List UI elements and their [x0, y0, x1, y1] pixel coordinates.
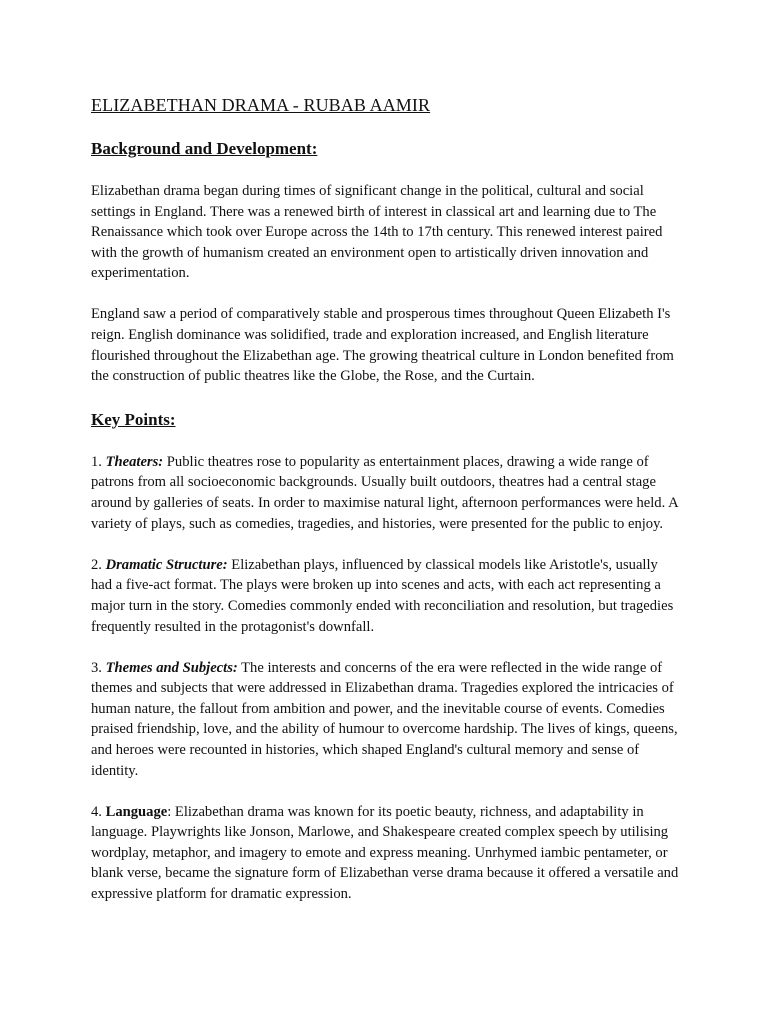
key-point-label: Theaters: [105, 453, 164, 470]
key-point-theaters [91, 452, 681, 534]
key-point-themes-and-subjects [91, 658, 681, 782]
key-point-label: Themes and Subjects: [105, 659, 238, 676]
key-point-number: 1. [91, 453, 106, 470]
background-paragraph-1: Elizabethan drama began during times of significant change in the political, cultural and social settings in England. There was a renewed birth of interest in classical art and learning due to The Renaissance which took over Europe across the 14th to 17th century. This renewed interest paired with the growth of humanism created an environment open to artistically driven innovation and experimentation. [91, 183, 663, 282]
key-point-text: Elizabethan plays, influenced by classical models like Aristotle's, usually had a five-act format. The plays were broken up into scenes and acts, with each act representing a major turn in the story. Comedies commonly ended with reconciliation and resolution, but tragedies frequently resulted in the protagonist's downfall. [91, 556, 674, 635]
document-body [91, 93, 681, 925]
key-point-number: 3. [91, 659, 106, 676]
key-point-language [91, 802, 681, 905]
background-heading: Background and Development: [91, 139, 318, 158]
document-title: ELIZABETHAN DRAMA - RUBAB AAMIR [91, 95, 431, 115]
key-point-label: Language [105, 803, 168, 820]
key-point-label: Dramatic Structure: [105, 556, 228, 573]
key-point-text: Public theatres rose to popularity as entertainment places, drawing a wide range of patrons from all socioeconomic backgrounds. Usually built outdoors, theatres had a central stage around by galleries of seats. In order to maximise natural light, afternoon performances were held. A variety of plays, such as comedies, tragedies, and histories, were presented for the public to enjoy. [91, 453, 678, 532]
key-points-heading: Key Points: [91, 409, 176, 429]
key-point-number: 4. [91, 803, 106, 820]
key-point-number: 2. [91, 556, 106, 573]
key-point-text: : Elizabethan drama was known for its poetic beauty, richness, and adaptability in language. Playwrights like Jonson, Marlowe, and Shakespeare created complex speech by utilising wordplay, metaphor, and imagery to emote and express meaning. Unrhymed iambic pentameter, or blank verse, became the signature form of Elizabethan verse drama because it offered a versatile and expressive platform for dramatic expression. [91, 803, 679, 903]
key-point-dramatic-structure [91, 555, 681, 637]
background-paragraph-2: England saw a period of comparatively stable and prosperous times throughout Queen Elizabeth I's reign. English dominance was solidified, trade and exploration increased, and English literature flourished throughout the Elizabethan age. The growing theatrical culture in London benefited from the construction of public theatres like the Globe, the Rose, and the Curtain. [91, 306, 674, 385]
key-point-text: The interests and concerns of the era were reflected in the wide range of themes and subjects that were addressed in Elizabethan drama. Tragedies explored the intricacies of human nature, the fallout from ambition and power, and the inevitable course of events. Comedies praised friendship, love, and the ability of humour to overcome hardship. The lives of kings, queens, and heroes were recounted in histories, which shaped England's cultural memory and sense of identity. [91, 659, 678, 779]
